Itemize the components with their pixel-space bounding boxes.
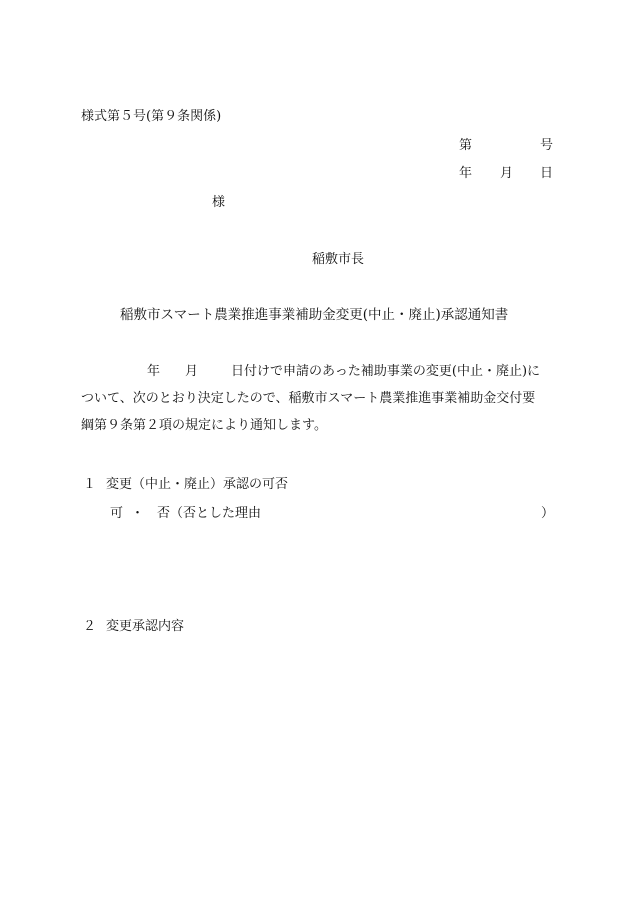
rejection-reason-label: （否とした理由	[170, 506, 262, 521]
number-prefix: 第	[459, 138, 473, 153]
body-paragraph	[81, 358, 553, 439]
section-1-number: １	[83, 477, 97, 492]
section-1-heading: 変更（中止・廃止）承認の可否	[106, 477, 289, 492]
date-day: 日	[540, 166, 554, 181]
date-year: 年	[459, 166, 473, 181]
rejection-reason-close: ）	[541, 506, 555, 521]
number-suffix: 号	[540, 138, 554, 153]
body-line-1-rest: 日付けで申請のあった補助事業の変更(中止・廃止)に	[231, 364, 541, 379]
approval-option-no: 否	[157, 506, 171, 521]
document-title: 稲敷市スマート農業推進事業補助金変更(中止・廃止)承認通知書	[120, 307, 509, 323]
body-line-3: 綱第９条第２項の規定により通知します。	[81, 418, 327, 433]
form-label: 様式第５号(第９条関係)	[81, 109, 222, 124]
approval-separator: ・	[131, 506, 145, 521]
body-line-2: ついて、次のとおり決定したので、稲敷市スマート農業推進事業補助金交付要	[81, 391, 536, 406]
section-2-heading: 変更承認内容	[106, 619, 185, 634]
approval-option-yes: 可	[110, 506, 124, 521]
issuer-name: 稲敷市長	[312, 252, 365, 267]
addressee-suffix: 様	[212, 195, 226, 210]
section-2-number: ２	[83, 619, 97, 634]
date-month: 月	[500, 166, 514, 181]
body-line-1: 年 月 日付けで申請のあった補助事業の変更(中止・廃止)に	[81, 358, 553, 385]
